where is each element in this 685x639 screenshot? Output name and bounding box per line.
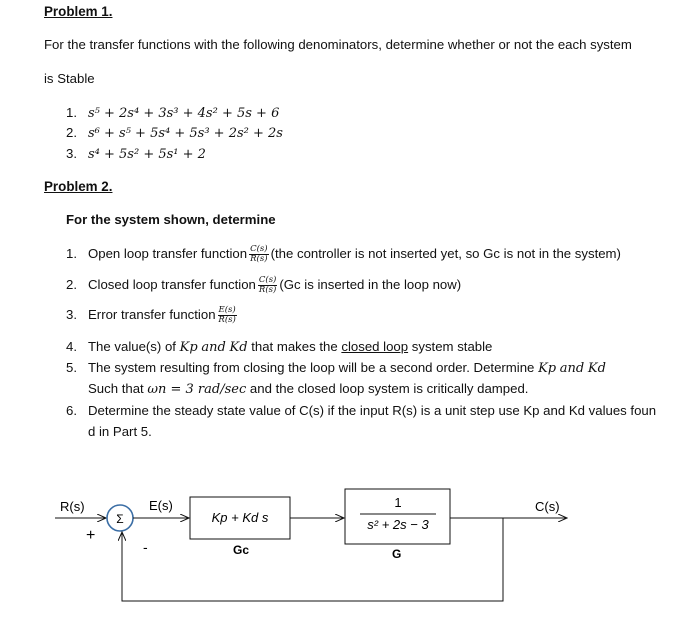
- item-text: and the closed loop system is critically damped.: [249, 381, 529, 396]
- controller-expression: Kp + Kd s: [211, 510, 269, 525]
- plus-sign: +: [86, 527, 96, 544]
- polynomial: s⁶ + s⁵ + 5s⁴ + 5s³ + 2s² + 2s: [88, 126, 283, 141]
- problem1-heading: Problem 1.: [44, 4, 113, 19]
- fraction-denominator: R(s): [250, 254, 268, 264]
- item-number: 2.: [66, 125, 77, 140]
- error-label-es: E(s): [149, 498, 173, 513]
- fraction-numerator: E(s): [218, 305, 236, 315]
- fraction: [218, 306, 237, 325]
- problem2-item-2: [66, 276, 461, 295]
- item-note: (Gc is inserted in the loop now): [279, 276, 462, 292]
- item-number: 3.: [66, 306, 77, 322]
- plant-denominator: s² + 2s − 3: [367, 517, 429, 532]
- polynomial: s⁴ + 5s² + 5s¹ + 2: [88, 147, 206, 162]
- item-text: that makes the: [251, 339, 338, 354]
- fraction: [258, 276, 278, 295]
- problem2-item-4: [66, 339, 492, 355]
- item-note: (the controller is not inserted yet, so Gc is not in the system): [270, 245, 621, 261]
- item-number: 6.: [66, 403, 77, 418]
- item-text: The system resulting from closing the loop will be a second order. Determine: [88, 360, 535, 375]
- item-text: The value(s) of: [88, 339, 176, 354]
- item-text: Such that: [88, 381, 144, 396]
- problem1-intro-line2: is Stable: [44, 71, 95, 86]
- problem2-heading: Problem 2.: [44, 179, 113, 194]
- problem2-item-3: [66, 306, 239, 325]
- problem2-item-6-line1: [66, 403, 656, 418]
- plant-label-g: G: [392, 547, 402, 561]
- kd-symbol: Kd: [587, 361, 606, 376]
- kp-symbol: Kp: [538, 361, 557, 376]
- item-text: Open loop transfer function: [88, 245, 248, 261]
- fraction-denominator: R(s): [258, 285, 277, 295]
- item-number: 4.: [66, 339, 77, 354]
- item-text: Error transfer function: [88, 306, 216, 322]
- minus-sign: -: [143, 539, 148, 555]
- kp-symbol: Kp: [179, 340, 198, 355]
- fraction: [249, 245, 269, 264]
- omega-spec: ωn = 3 rad/sec: [147, 382, 247, 397]
- and-word: and: [559, 361, 585, 376]
- item-text: system stable: [411, 339, 493, 354]
- closed-loop-underlined: closed loop: [341, 339, 409, 354]
- problem2-item-6-line2: d in Part 5.: [88, 424, 152, 439]
- problem2-item-5-line2: [88, 381, 528, 397]
- kd-symbol: Kd: [229, 340, 248, 355]
- input-label-rs: R(s): [60, 499, 85, 514]
- problem1-intro-line1: For the transfer functions with the following denominators, determine whether or not the each system: [44, 37, 632, 52]
- output-label-cs: C(s): [535, 499, 560, 514]
- problem2-item-1: [66, 245, 621, 264]
- problem2-item-5-line1: [66, 360, 606, 376]
- item-number: 3.: [66, 146, 77, 161]
- item-number: 1.: [66, 245, 77, 261]
- polynomial: s⁵ + 2s⁴ + 3s³ + 4s² + 5s + 6: [88, 106, 280, 121]
- problem1-item-2: [66, 125, 283, 141]
- item-number: 5.: [66, 360, 77, 375]
- plant-numerator: 1: [394, 495, 402, 510]
- fraction-numerator: C(s): [258, 275, 277, 285]
- controller-label-gc: Gc: [233, 543, 250, 557]
- sum-symbol: Σ: [116, 512, 124, 526]
- and-word: and: [201, 340, 226, 355]
- block-diagram: [0, 480, 685, 639]
- item-text: Determine the steady state value of C(s) if the input R(s) is a unit step use Kp and Kd values foun: [88, 403, 657, 418]
- fraction-denominator: R(s): [218, 315, 236, 325]
- problem1-item-1: [66, 105, 279, 121]
- item-number: 1.: [66, 105, 77, 120]
- problem1-item-3: [66, 146, 206, 162]
- problem2-intro: For the system shown, determine: [66, 212, 276, 227]
- fraction-numerator: C(s): [250, 244, 268, 254]
- item-text: Closed loop transfer function: [88, 276, 256, 292]
- item-number: 2.: [66, 276, 77, 292]
